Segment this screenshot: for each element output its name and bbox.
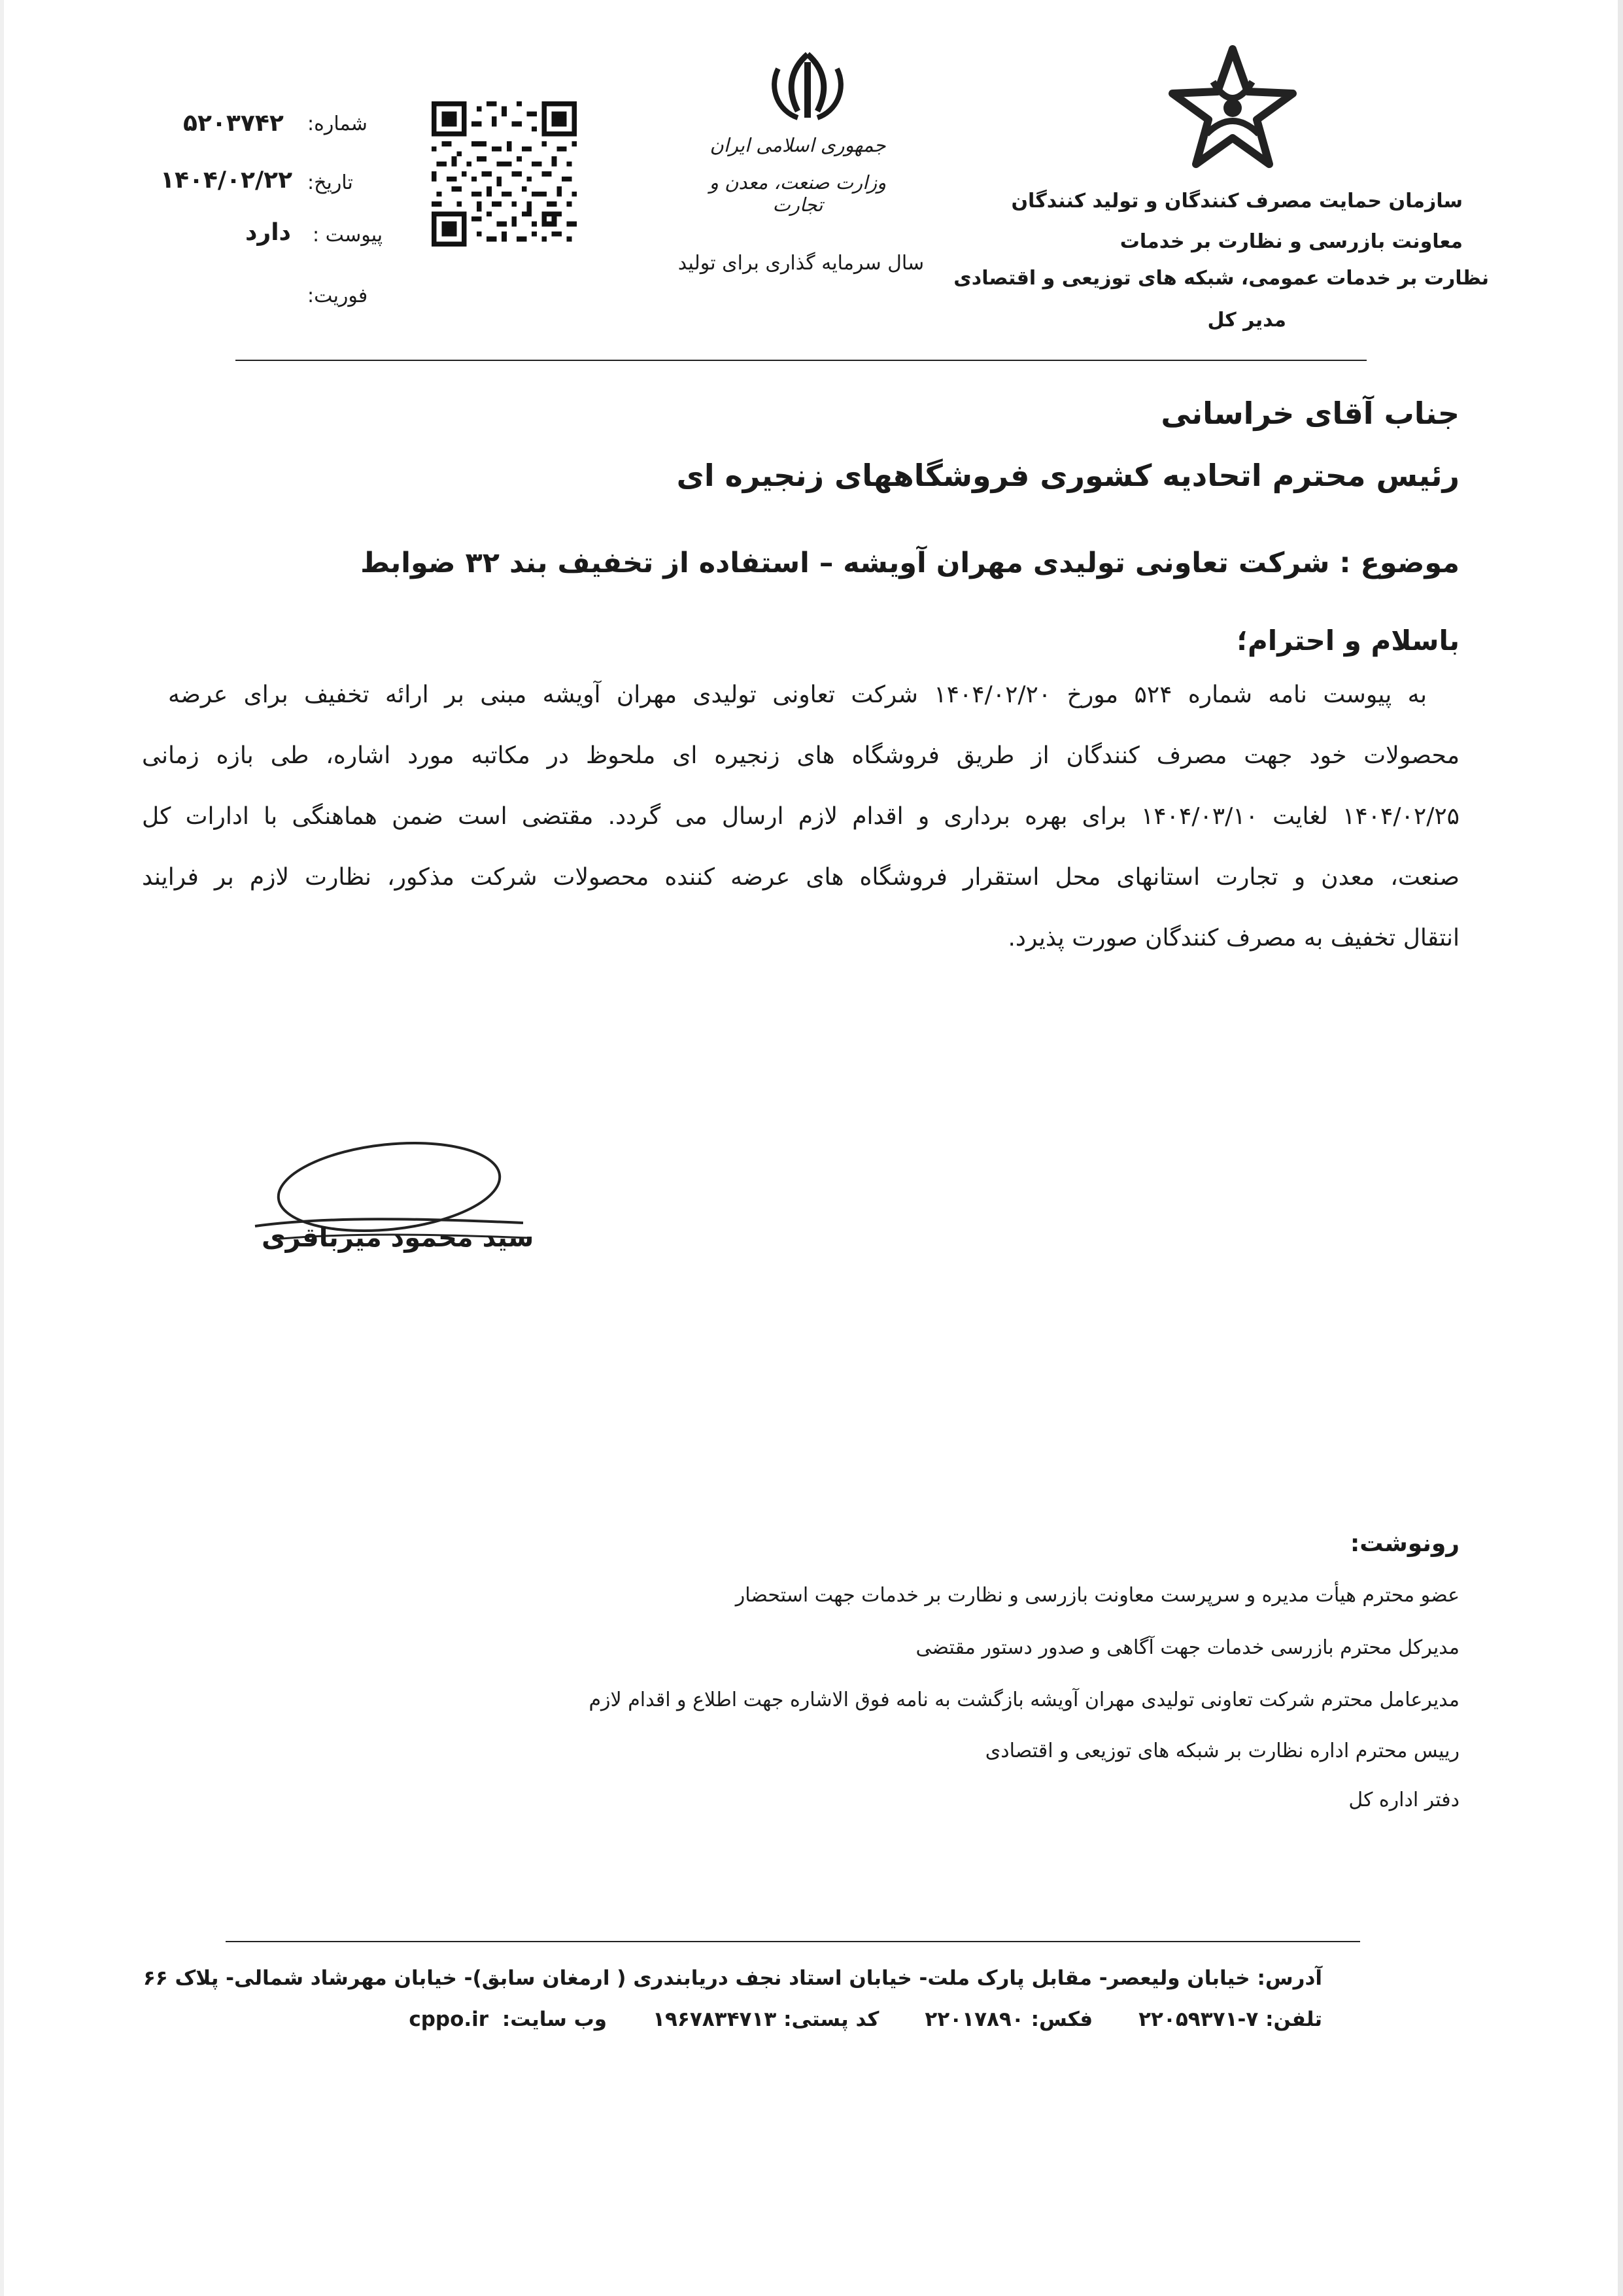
cc-title: رونوشت:: [1350, 1530, 1460, 1557]
body-line-2: محصولات خود جهت مصرف کنندگان از طریق فروشگاه های زنجیره ای ملحوظ در مکاتبه مورد اشاره، طی بازه زمانی: [142, 742, 1460, 769]
footer-fax: فکس: ۲۲۰۱۷۸۹۰: [925, 2008, 1093, 2031]
body-line-3: ۱۴۰۴/۰۲/۲۵ لغایت ۱۴۰۴/۰۳/۱۰ برای بهره برداری و اقدام لازم ارسال می گردد. مقتضی است ضمن هماهنگی با ادارات کل: [142, 803, 1460, 830]
cc-item: مدیرکل محترم بازرسی خدمات جهت آگاهی و صدور دستور مقتضی: [915, 1636, 1460, 1659]
number-value: ۵۲۰۳۷۴۲: [183, 110, 284, 137]
footer-contacts: [409, 2008, 1322, 2031]
attachment-value: دارد: [245, 219, 292, 246]
footer-address: آدرس: خیابان ولیعصر- مقابل پارک ملت- خیابان استاد نجف دریابندری ( ارمغان سابق)- خیابان مهرشاد شمالی- پلاک ۶۶: [143, 1966, 1322, 1990]
ministry-line1: جمهوری اسلامی ایران: [709, 134, 886, 156]
header-divider: [235, 360, 1367, 361]
salutation: باسلام و احترام؛: [1237, 625, 1460, 657]
date-value: ۱۴۰۴/۰۲/۲۲: [160, 167, 293, 194]
position-title: مدیر کل: [1207, 309, 1286, 332]
cc-item: عضو محترم هیأت مدیره و سرپرست معاونت بازرسی و نظارت بر خدمات جهت استحضار: [735, 1584, 1460, 1607]
cppo-logo-icon: [1167, 43, 1298, 173]
body-line-4: صنعت، معدن و تجارت استانهای محل استقرار فروشگاه های عرضه کننده محصولات شرکت مذکور، نظارت لازم بر فرایند: [142, 864, 1460, 891]
footer-website-group: [409, 2008, 607, 2031]
ministry-line2: وزارت صنعت، معدن و تجارت: [709, 171, 887, 216]
footer-website-label: وب سایت:: [502, 2008, 607, 2031]
footer-website-link[interactable]: cppo.ir: [409, 2008, 489, 2031]
addressee-name: جناب آقای خراسانی: [1161, 396, 1460, 431]
org-name: سازمان حمایت مصرف کنندگان و تولید کنندگان: [1011, 190, 1463, 213]
deputy-name: معاونت بازرسی و نظارت بر خدمات: [1119, 230, 1463, 253]
number-label: شماره:: [307, 112, 367, 135]
scan-edge-right: [1618, 0, 1623, 2296]
footer-phone: تلفن: ۷-۲۲۰۵۹۳۷۱: [1138, 2008, 1322, 2031]
date-label: تاریخ:: [307, 171, 353, 194]
department-name: نظارت بر خدمات عمومی، شبکه های توزیعی و اقتصادی: [953, 267, 1489, 290]
footer-postal-code: کد پستی: ۱۹۶۷۸۳۴۷۱۳: [653, 2008, 880, 2031]
attachment-label: پیوست :: [313, 224, 383, 247]
cc-item: رییس محترم اداره نظارت بر شبکه های توزیعی و اقتصادی: [985, 1739, 1460, 1762]
cc-item: مدیرعامل محترم شرکت تعاونی تولیدی مهران آویشه بازگشت به نامه فوق الاشاره جهت اطلاع و اقدام لازم: [589, 1688, 1460, 1711]
urgency-label: فوریت:: [307, 284, 368, 307]
scan-edge-left: [0, 0, 4, 2296]
body-line-1: به پیوست نامه شماره ۵۲۴ مورخ ۱۴۰۴/۰۲/۲۰ شرکت تعاونی تولیدی مهران آویشه مبنی بر ارائه تخفیف برای عرضه: [168, 681, 1427, 708]
addressee-title: رئیس محترم اتحادیه کشوری فروشگاههای زنجیره ای: [676, 458, 1460, 493]
footer-divider: [226, 1941, 1360, 1942]
signer-name: سید محمود میرباقری: [262, 1223, 534, 1253]
letter-subject: موضوع : شرکت تعاونی تولیدی مهران آویشه – استفاده از تخفیف بند ۳۲ ضوابط: [360, 547, 1460, 579]
cc-item: دفتر اداره کل: [1348, 1789, 1460, 1811]
body-line-5: انتقال تخفیف به مصرف کنندگان صورت پذیرد.: [1008, 925, 1460, 951]
year-slogan: سال سرمایه گذاری برای تولید: [677, 252, 925, 275]
qr-code-icon[interactable]: [432, 101, 577, 247]
iran-emblem-icon: [765, 49, 850, 124]
